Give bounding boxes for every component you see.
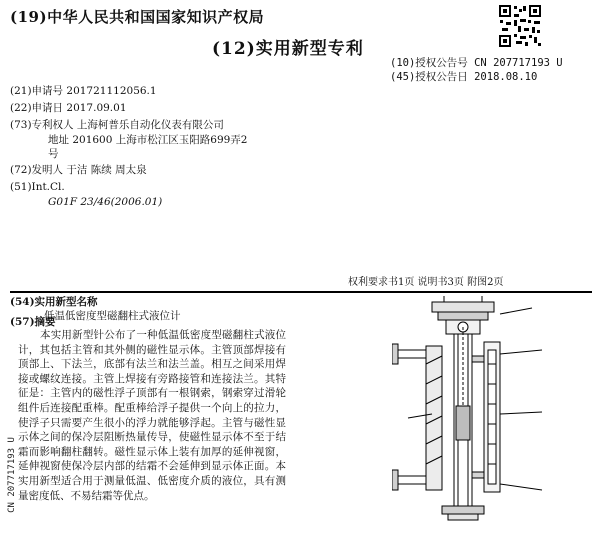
application-date: (22)申请日 2017.09.01 (10, 102, 127, 114)
publication-date: (45)授权公告日 2018.08.10 (390, 71, 538, 83)
qr-code-icon (498, 4, 542, 48)
inventors: (72)发明人 于洁 陈续 周太泉 (10, 164, 147, 176)
publication-number: (10)授权公告号 CN 207717193 U (390, 57, 563, 69)
document-type: (12)实用新型专利 (212, 39, 364, 59)
section-divider (10, 291, 592, 293)
patentee-address: 地址 201600 上海市松江区玉阳路699弄2 (48, 134, 248, 146)
title-label: (54)实用新型名称 (10, 296, 98, 308)
utility-model-title: 低温低密度型磁翻柱式液位计 (44, 310, 181, 322)
abstract-label: (57)摘要 (10, 316, 56, 328)
patentee: (73)专利权人 上海柯普乐自动化仪表有限公司 (10, 119, 224, 131)
application-number: (21)申请号 201721112056.1 (10, 85, 157, 97)
abstract-text: 本实用新型针公布了一种低温低密度型磁翻柱式液位计，其包括主管和其外侧的磁性显示体。主管顶部焊接有顶部上、下法兰，底部有法兰和法兰盖。相互之间采用焊接或螺纹连接。主管上焊接有旁路接管和连接法兰。其特征是：主管内的磁性浮子顶部有一根钢索，钢索穿过滑轮组件后连接配重棒。配重棒给浮子提供一个向上的拉力，使浮子只需要产生很小的浮力就能够浮起。主管与磁性显示体之间的保冷层阻断热量传导，使磁性显示体不至于结霜而影响翻柱翻转。磁性显示体上装有加厚的延伸视窗，延伸视窗使保冷层内部的结霜不会延伸到显示体正面。本实用新型适合用于测量低温、低密度介质的液位，具有测量密度低、不易结霜等优点。 (18, 329, 286, 502)
issuing-office: (19)中华人民共和国国家知识产权局 (10, 8, 265, 26)
page-count-summary: 权利要求书1页 说明书3页 附图2页 (348, 277, 504, 288)
device-drawing (392, 294, 582, 526)
patentee-address-continued: 号 (48, 148, 59, 160)
side-document-id: CN 207717193 U (6, 437, 17, 513)
int-cl-value: G01F 23/46(2006.01) (48, 196, 163, 208)
int-cl-label: (51)Int.Cl. (10, 181, 65, 193)
